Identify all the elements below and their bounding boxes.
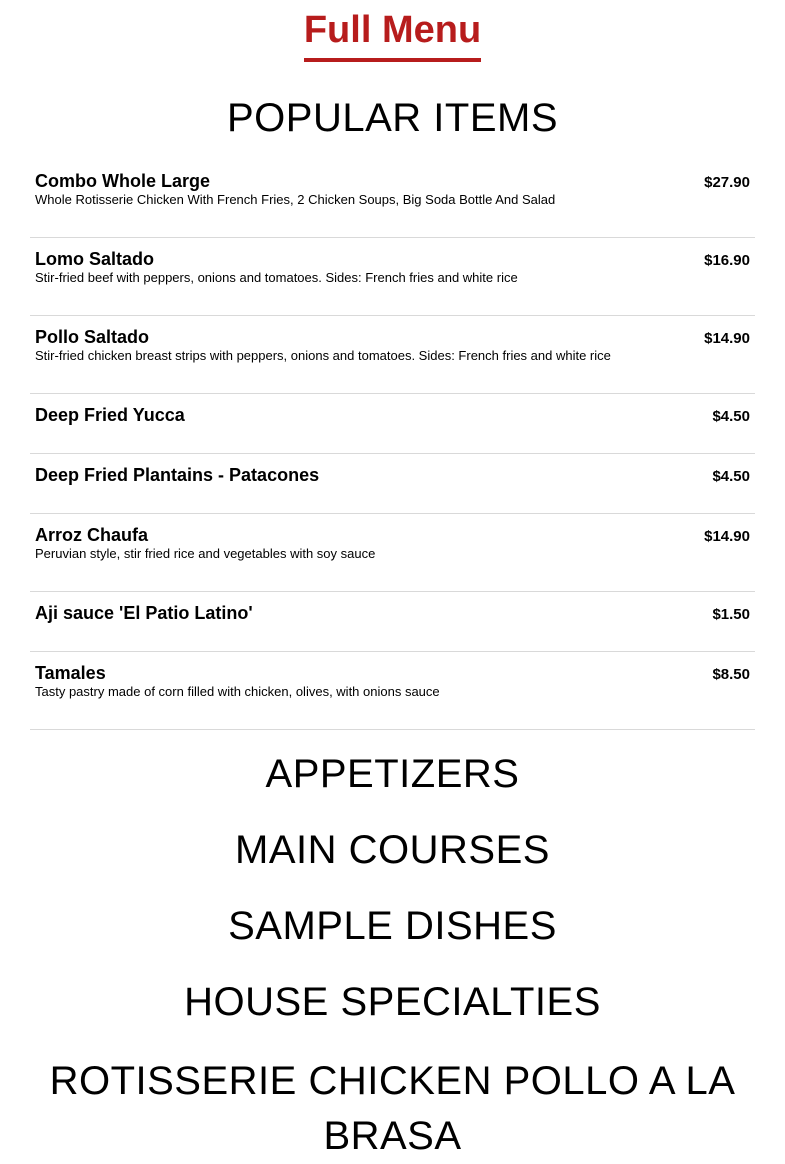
menu-item-price: $4.50 <box>712 408 750 425</box>
menu-item-price: $14.90 <box>704 528 750 545</box>
menu-item-name: Aji sauce 'El Patio Latino' <box>35 603 253 623</box>
menu-item-price: $1.50 <box>712 606 750 623</box>
section-heading-appetizers[interactable]: APPETIZERS <box>265 752 520 796</box>
page-title: Full Menu <box>304 8 481 62</box>
menu-item-price: $16.90 <box>704 252 750 269</box>
menu-item-aji-sauce[interactable] <box>30 592 755 652</box>
menu-sections <box>0 750 785 1164</box>
menu-item-description: Stir-fried beef with peppers, onions and tomatoes. Sides: French fries and white rice <box>35 270 518 285</box>
menu-item-price: $14.90 <box>704 330 750 347</box>
page-header <box>0 0 785 62</box>
section-heading-main-courses[interactable]: MAIN COURSES <box>235 828 550 872</box>
menu-item-name: Combo Whole Large <box>35 171 210 191</box>
menu-item-combo-whole-large[interactable] <box>30 160 755 238</box>
menu-item-price: $27.90 <box>704 174 750 191</box>
menu-item-description: Stir-fried chicken breast strips with peppers, onions and tomatoes. Sides: French fries and white rice <box>35 348 611 363</box>
menu-item-name: Deep Fried Yucca <box>35 405 185 425</box>
section-heading-house-specialties[interactable]: HOUSE SPECIALTIES <box>184 980 601 1024</box>
menu-item-name: Deep Fried Plantains - Patacones <box>35 465 320 485</box>
section-heading-sample-dishes[interactable]: SAMPLE DISHES <box>228 904 557 948</box>
menu-item-deep-fried-yucca[interactable] <box>30 394 755 454</box>
menu-item-tamales[interactable] <box>30 652 755 730</box>
menu-item-pollo-saltado[interactable] <box>30 316 755 394</box>
menu-item-price: $8.50 <box>712 666 750 683</box>
menu-item-name: Pollo Saltado <box>35 327 150 347</box>
section-heading-popular-items[interactable]: POPULAR ITEMS <box>226 96 558 140</box>
menu-item-arroz-chaufa[interactable] <box>30 514 755 592</box>
menu-item-name: Arroz Chaufa <box>35 525 149 545</box>
menu-item-deep-fried-plantains[interactable] <box>30 454 755 514</box>
menu-item-lomo-saltado[interactable] <box>30 238 755 316</box>
section-heading-rotisserie-chicken[interactable]: ROTISSERIE CHICKEN POLLO A LA BRASA <box>49 1059 736 1158</box>
menu-item-description: Whole Rotisserie Chicken With French Fries, 2 Chicken Soups, Big Soda Bottle And Salad <box>35 192 556 207</box>
menu-item-description: Tasty pastry made of corn filled with chicken, olives, with onions sauce <box>35 684 440 699</box>
popular-items-list <box>30 160 755 730</box>
menu-item-name: Lomo Saltado <box>35 249 155 269</box>
menu-item-name: Tamales <box>35 663 106 683</box>
menu-item-description: Peruvian style, stir fried rice and vegetables with soy sauce <box>35 546 376 561</box>
menu-item-price: $4.50 <box>712 468 750 485</box>
